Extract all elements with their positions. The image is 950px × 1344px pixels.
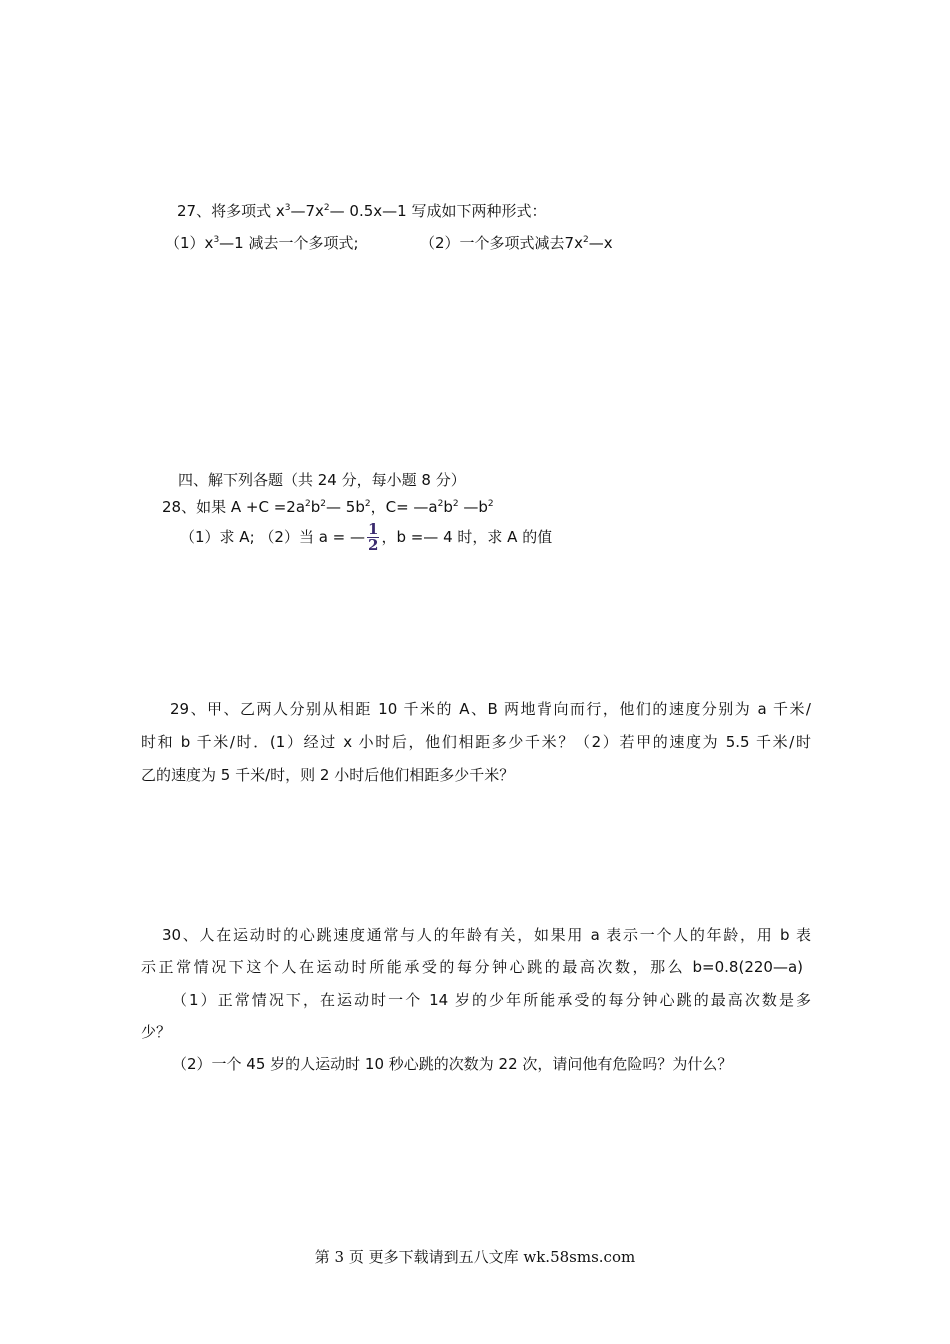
q30-line-4: 少？ (141, 1023, 172, 1041)
q27-part1: $(1)x^3—1$ 减去一个多项式; (165, 234, 359, 252)
q29-line-2: 时和 b 千米/时．(1）经过 x 小时后，他们相距多少千米？（2）若甲的速度为 5.5 千米/时 (141, 733, 811, 751)
q27-part2: （2）一个多项式减去$7x^2—x$ (420, 234, 613, 252)
q28-fraction: $\frac{1}{2}$ (368, 520, 379, 554)
q30-line-1: 30、人在运动时的心跳速度通常与人的年龄有关，如果用 a 表示一个人的年龄，用 b 表 (162, 926, 811, 944)
q28-prompt (162, 497, 494, 517)
q30-line-3: （1）正常情况下，在运动时一个 14 岁的少年所能承受的每分钟心跳的最高次数是多 (172, 991, 811, 1009)
q29-line-1: 29、甲、乙两人分别从相距 10 千米的 A、B 两地背向而行，他们的速度分别为 a 千米/ (170, 700, 811, 718)
q29-line-3: 乙的速度为 5 千米/时，则 2 小时后他们相距多少千米？ (141, 766, 515, 784)
q30-line-2: 示正常情况下这个人在运动时所能承受的每分钟心跳的最高次数，那么 b=0.8(220—a) (141, 958, 803, 976)
q27-label: 27、将多项式 (177, 202, 272, 220)
section4-title: 四、解下列各题（共 24 分，每小题 8 分） (178, 471, 466, 489)
q27-prompt (177, 201, 547, 221)
q28-label: 28、如果 (162, 498, 227, 516)
q28-equation: $A +C =2a^2b^2—$ $5b^2$，$C= —a^2b^2$ $—b^2$ (230, 498, 494, 516)
q27-suffix: 写成如下两种形式： (411, 202, 547, 220)
q30-line-5: （2）一个 45 岁的人运动时 10 秒心跳的次数为 22 次，请问他有危险吗？为什么？ (172, 1055, 733, 1073)
page-footer: 第 3 页 更多下载请到五八文库 wk.58sms.com (314, 1248, 636, 1266)
q28-parts: （1）求 A; （2）当 a = — $\frac{1}{2}$ ，b =— 4 时，求 A 的值 (180, 520, 553, 554)
q27-poly: $x^3—7x^2—$ 0.5x—1 (275, 202, 407, 220)
